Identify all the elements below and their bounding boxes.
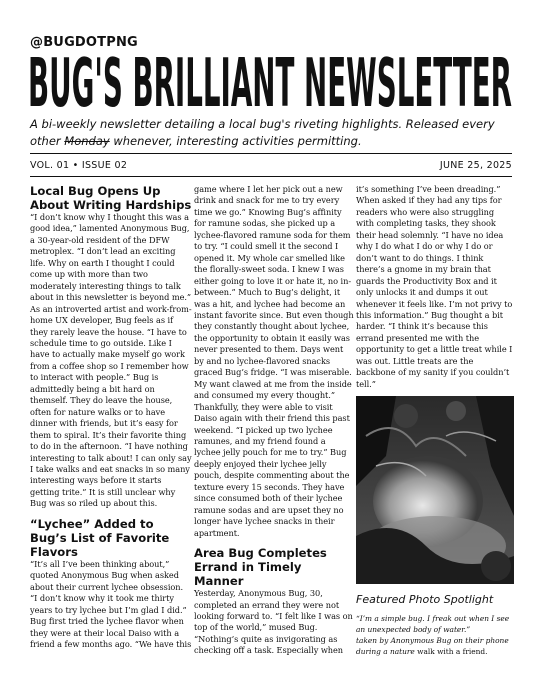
- article-headline: “Lychee” Added to Bug’s List of Favorite Flavors: [30, 516, 170, 559]
- issue-date: JUNE 25, 2025: [439, 160, 512, 171]
- newsletter-tagline: [30, 116, 514, 150]
- column-1: [30, 184, 192, 650]
- tagline-struck-word: Monday: [64, 134, 110, 148]
- article-body: “It’s all I’ve been thinking about,” quoted Anonymous Bug when asked about their current lychee obsession. “I don’t know why it took me thirty years to try lychee but I’m glad I did.” Bug first tried the lychee flavor when they were at their local Daiso with a friend a few months ago. “We have this: [30, 558, 192, 649]
- newsletter-handle: @BUGDOTPNG: [30, 35, 138, 50]
- issue-info: [30, 160, 512, 172]
- photo-credit-end: walk with a friend.: [414, 647, 488, 657]
- featured-photo: [356, 396, 514, 584]
- article-headline: Local Bug Opens Up About Writing Hardships: [30, 184, 192, 212]
- tagline-text-end: whenever, interesting activities permitting.: [109, 134, 362, 148]
- photo-caption: [356, 613, 514, 657]
- column-2: [194, 184, 354, 657]
- photo-credit: taken by Anonymous Bug on their phone during a nature: [356, 636, 509, 657]
- issue-volume: VOL. 01 • ISSUE 02: [30, 160, 128, 171]
- tagline-text: A bi-weekly newsletter detailing a local bug's riveting highlights. Released every other: [30, 117, 495, 148]
- article-body: game where I let her pick out a new drink and snack for me to try every time we go.” Knowing Bug’s affinity for ramune sodas, she picked up a lychee-flavored ramune soda for them to try. “I could smell it the second I opened it. My whole car smelled like the florally-sweet soda. I knew I was either going to love it or hate it, no in-between.” Much to Bug’s delight, it was a hit, and lychee had become an instant favorite since. But even though they constantly thought about lychee, the opportunity to obtain it easily was never presented to them. Days went by and no lychee-flavored snacks graced Bug’s fridge. “I was miserable. My want clawed at me from the inside and consumed my every thought.” Thankfully, they were able to visit Daiso again with their friend this past weekend. “I picked up two lychee ramunes, and my friend found a lychee jelly pouch for me to try.” Bug deeply enjoyed their lychee jelly pouch, despite commenting about the texture every 15 seconds. They have since consumed both of their lychee ramune sodas and are upset they no longer have lychee snacks in their apartment.: [194, 184, 354, 538]
- photo-spotlight-title: Featured Photo Spotlight: [356, 593, 494, 607]
- divider-top: [30, 153, 512, 154]
- column-3: [356, 184, 514, 657]
- newsletter-title: [28, 50, 512, 112]
- svg-text:BUG'S BRILLIANT NEWSLETTER: BUG'S BRILLIANT NEWSLETTER: [28, 50, 512, 112]
- article-body: “I don’t know why I thought this was a good idea,” lamented Anonymous Bug, a 30-year-old resident of the DFW metroplex. “I don’t lead an exciting life. Why on earth I thought I could come up with more than two moderately interesting things to talk about in this newsletter is beyond me.” As an introverted artist and work-from-home UX developer, Bug feels as if they rarely leave the house. “I have to schedule time to go outside. Like I have to actually make myself go work from a coffee shop so I remember how to interact with people.” Bug is admittedly being a bit hard on themself. They do leave the house, often for nature walks or to have dinner with friends, but it’s easy for them to spiral. It’s their favorite thing to do in the afternoon. “I have nothing interesting to talk about! I can only say I take walks and eat snacks in so many interesting ways before it starts getting trite.” It is still unclear why Bug was so riled up about this.: [30, 212, 192, 509]
- photo-quote: “I’m a simple bug. I freak out when I see an unexpected body of water.”: [356, 614, 510, 635]
- divider-bottom: [30, 176, 512, 177]
- article-headline: Area Bug Completes Errand in Timely Manner: [194, 546, 327, 589]
- article-body: it’s something I’ve been dreading.” When asked if they had any tips for readers who were also struggling with completing tasks, they shook their head solemnly. “I have no idea why I do what I do or why I do or don’t want to do things. I think there’s a gnome in my brain that guards the Productivity Box and it only unlocks it and dumps it out whenever it feels like. I’m not privy to this information.” Bug thought a bit harder. “I think it’s because this errand presented me with the opportunity to get a little treat while I was out. Little treats are the backbone of my sanity if you couldn’t tell.”: [356, 184, 513, 389]
- article-body: Yesterday, Anonymous Bug, 30, completed an errand they were not looking forward to. “I felt like I was on top of the world,” mused Bug. “Nothing’s quite as invigorating as checking off a task. Especially when: [194, 588, 353, 656]
